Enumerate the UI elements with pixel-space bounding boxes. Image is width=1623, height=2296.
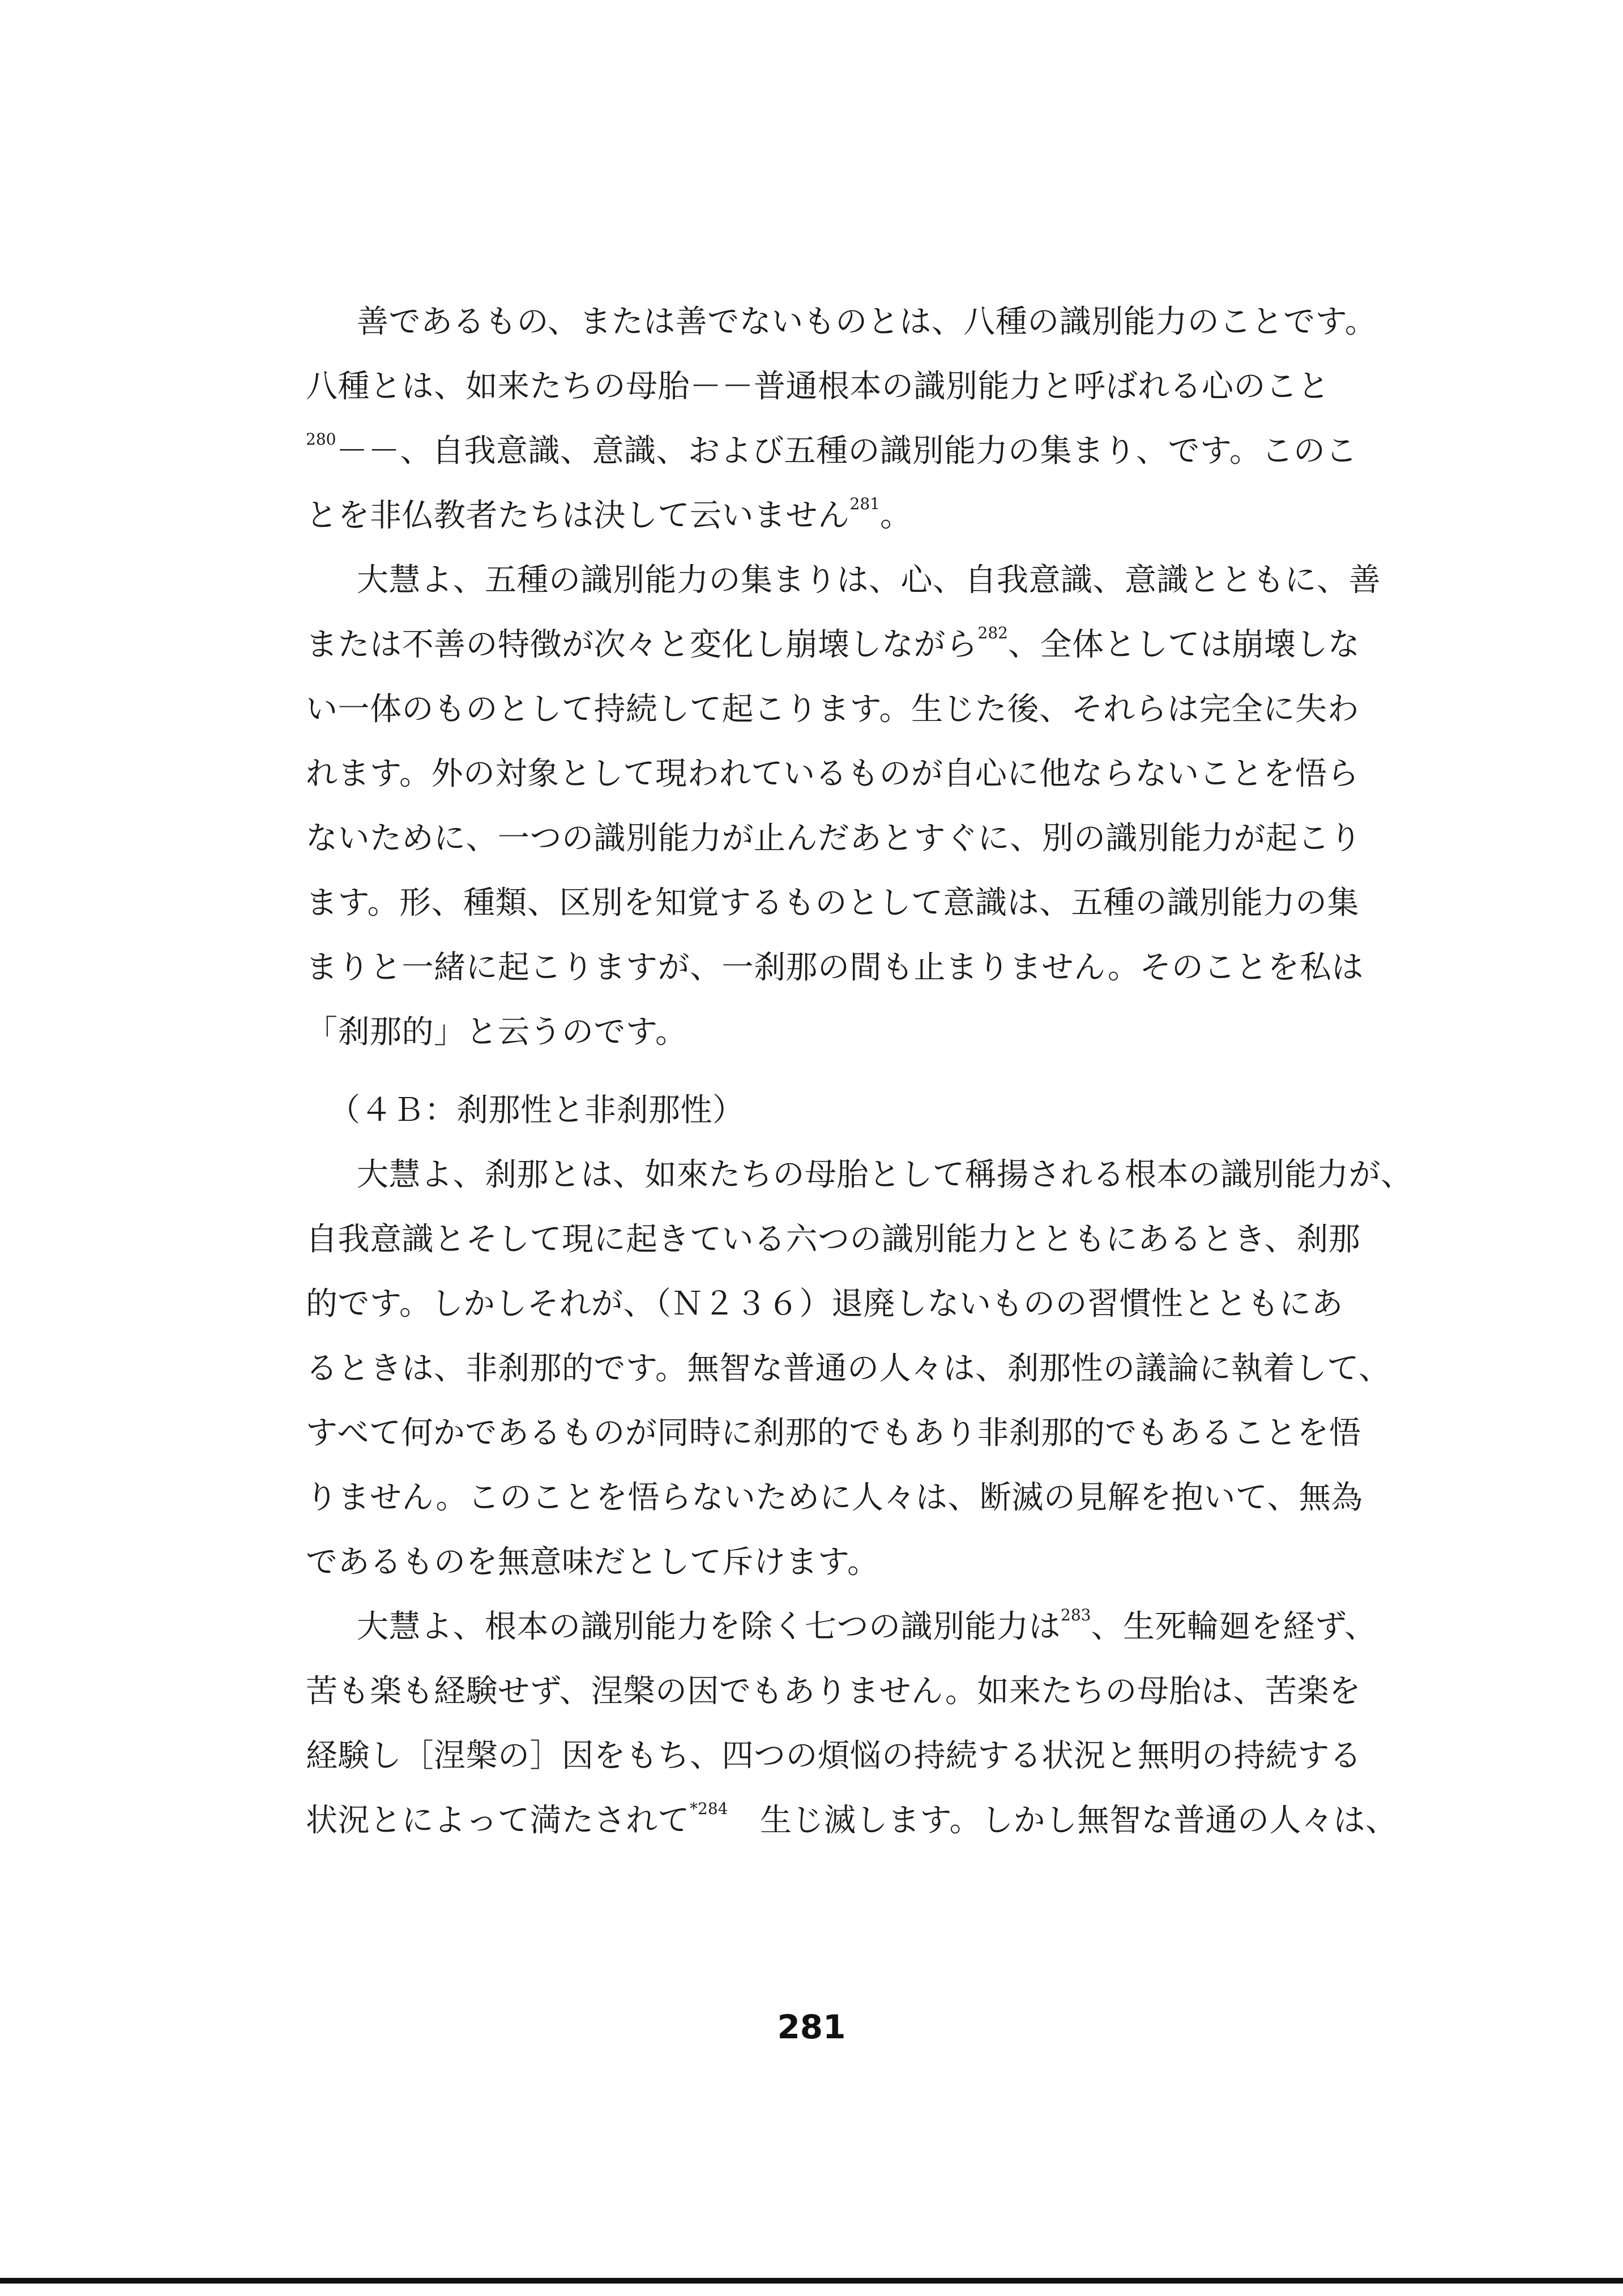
section-heading: （４Ｂ：刹那性と非刹那性） <box>328 1092 745 1129</box>
footnote-ref: *284 <box>690 1799 728 1818</box>
line-text: 大慧よ、根本の識別能力を除く七つの識別能力は <box>357 1608 1061 1645</box>
paragraph-4-line-3: 経験し［涅槃の］因をもち、四つの煩悩の持続する状況と無明の持続する <box>306 1738 1362 1774</box>
paragraph-3-line-3: 的です。しかしそれが、（Ｎ２３６）退廃しないものの習慣性とともにあ <box>306 1286 1344 1322</box>
line-text-end: 生じ滅します。しかし無智な普通の人々は、 <box>728 1802 1398 1839</box>
line-text: とを非仏教者たちは決して云いません <box>306 497 850 534</box>
paragraph-2-line-8: 「刹那的」と云うのです。 <box>306 1014 687 1051</box>
paragraph-1-line-4 <box>306 484 1365 548</box>
footnote-ref: 281 <box>849 494 880 513</box>
paragraph-2-line-7: まりと一緒に起こりますが、一刹那の間も止まりません。そのことを私は <box>306 949 1364 986</box>
paragraph-2-line-6: ます。形、種類、区別を知覚するものとして意識は、五種の識別能力の集 <box>306 885 1360 921</box>
footnote-ref: 282 <box>977 624 1008 642</box>
paragraph-3-line-2: 自我意識とそして現に起きている六つの識別能力とともにあるとき、刹那 <box>306 1221 1361 1258</box>
paragraph-3-line-5: すべて何かであるものが同時に刹那的でもあり非刹那的でもあることを悟 <box>306 1415 1361 1452</box>
paragraph-3-line-7: であるものを無意味だとして斥けます。 <box>306 1544 879 1581</box>
body-text <box>306 290 1413 1853</box>
line-text-end: 、全体としては崩壊しな <box>1007 626 1360 663</box>
paragraph-2-line-5: ないために、一つの識別能力が止んだあとすぐに、別の識別能力が起こり <box>306 820 1362 857</box>
paragraph-3-line-1: 大慧よ、刹那とは、如來たちの母胎として稱揚される根本の識別能力が、 <box>357 1156 1413 1193</box>
paragraph-3-line-4: るときは、非刹那的です。無智な普通の人々は、刹那性の議論に執着して、 <box>306 1350 1391 1387</box>
footnote-ref: 283 <box>1061 1606 1091 1624</box>
paragraph-1-line-2: 八種とは、如来たちの母胎－－普通根本の識別能力と呼ばれる心のこと <box>306 368 1330 405</box>
line-text: 状況とによって満たされて <box>306 1802 690 1839</box>
paragraph-4-line-1 <box>306 1595 1377 1659</box>
paragraph-1-line-1: 善であるもの、または善でないものとは、八種の識別能力のことです。 <box>357 304 1377 340</box>
page-number: 281 <box>777 2008 846 2046</box>
paragraph-2-line-2 <box>306 613 1365 677</box>
line-text-end: 、生死輪廻を経ず、 <box>1091 1608 1377 1645</box>
paragraph-1-line-3 <box>306 419 1365 484</box>
paragraph-2-line-1: 大慧よ、五種の識別能力の集まりは、心、自我意識、意識とともに、善 <box>357 562 1381 599</box>
footnote-ref: 280 <box>306 430 336 449</box>
paragraph-2-line-3: い一体のものとして持続して起こります。生じた後、それらは完全に失わ <box>306 691 1360 728</box>
paragraph-4-line-2: 苦も楽も経験せず、涅槃の因でもありません。如来たちの母胎は、苦楽を <box>306 1673 1361 1710</box>
line-text-end: 。 <box>879 497 912 534</box>
paragraph-4-line-4 <box>306 1789 1398 1853</box>
paragraph-2-line-4: れます。外の対象として現われているものが自心に他ならないことを悟ら <box>306 756 1360 792</box>
line-text: または不善の特徴が次々と変化し崩壊しながら <box>306 626 978 663</box>
bottom-border-line <box>0 2278 1623 2284</box>
line-text: －－、自我意識、意識、および五種の識別能力の集まり、です。このこ <box>336 433 1357 470</box>
paragraph-3-line-6: りません。このことを悟らないために人々は、断滅の見解を抱いて、無為 <box>306 1479 1363 1516</box>
